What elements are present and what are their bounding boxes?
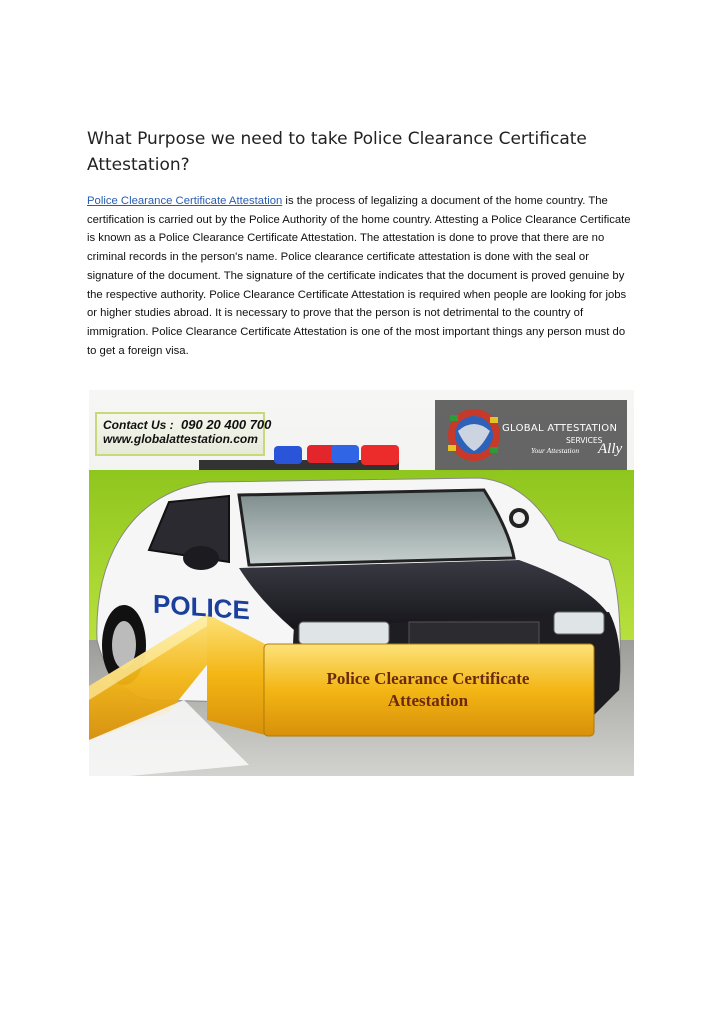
globe-flags-icon bbox=[444, 405, 504, 465]
logo-services: SERVICES bbox=[566, 436, 603, 445]
contact-line bbox=[103, 417, 272, 432]
contact-website: www.globalattestation.com bbox=[103, 432, 258, 446]
contact-label: Contact Us : bbox=[103, 418, 174, 432]
logo-title: GLOBAL ATTESTATION bbox=[502, 423, 618, 434]
arrow-line-1: Police Clearance Certificate bbox=[326, 669, 530, 688]
car-police-lettering: POLICE bbox=[153, 588, 250, 626]
logo-tagline: Your Attestation bbox=[531, 446, 580, 455]
article-paragraph bbox=[87, 192, 635, 360]
contact-phone: 090 20 400 700 bbox=[181, 417, 272, 432]
promo-banner-image bbox=[89, 390, 634, 776]
logo-tagline-script: Ally bbox=[598, 441, 623, 457]
pcc-attestation-link[interactable]: Police Clearance Certificate Attestation bbox=[87, 195, 283, 207]
article-heading: What Purpose we need to take Police Clearance Certificate Attestation? bbox=[87, 129, 587, 175]
arrow-banner-text bbox=[279, 668, 577, 712]
arrow-line-2: Attestation bbox=[387, 691, 469, 710]
company-logo bbox=[435, 400, 627, 470]
paragraph-text: is the process of legalizing a document of the home country. The certification is carried out by the Police Authority of the home country. Attesting a Police Clearance Certificate is known as a Police Clearance Certificate Attestation. The attestation is done to prove that there are no criminal records in the person's name. Police clearance certificate attestation is done with the seal or signature of the document. The signature of the certificate indicates that the document is proved genuine by the respective authority. Police Clearance Certificate Attestation is required when people are looking for jobs or higher studies abroad. It is necessary to prove that the person is not detrimental to the country of immigration. Police Clearance Certificate Attestation is one of the most important things any person must do to get a foreign visa. bbox=[87, 195, 631, 357]
contact-box bbox=[95, 412, 272, 456]
